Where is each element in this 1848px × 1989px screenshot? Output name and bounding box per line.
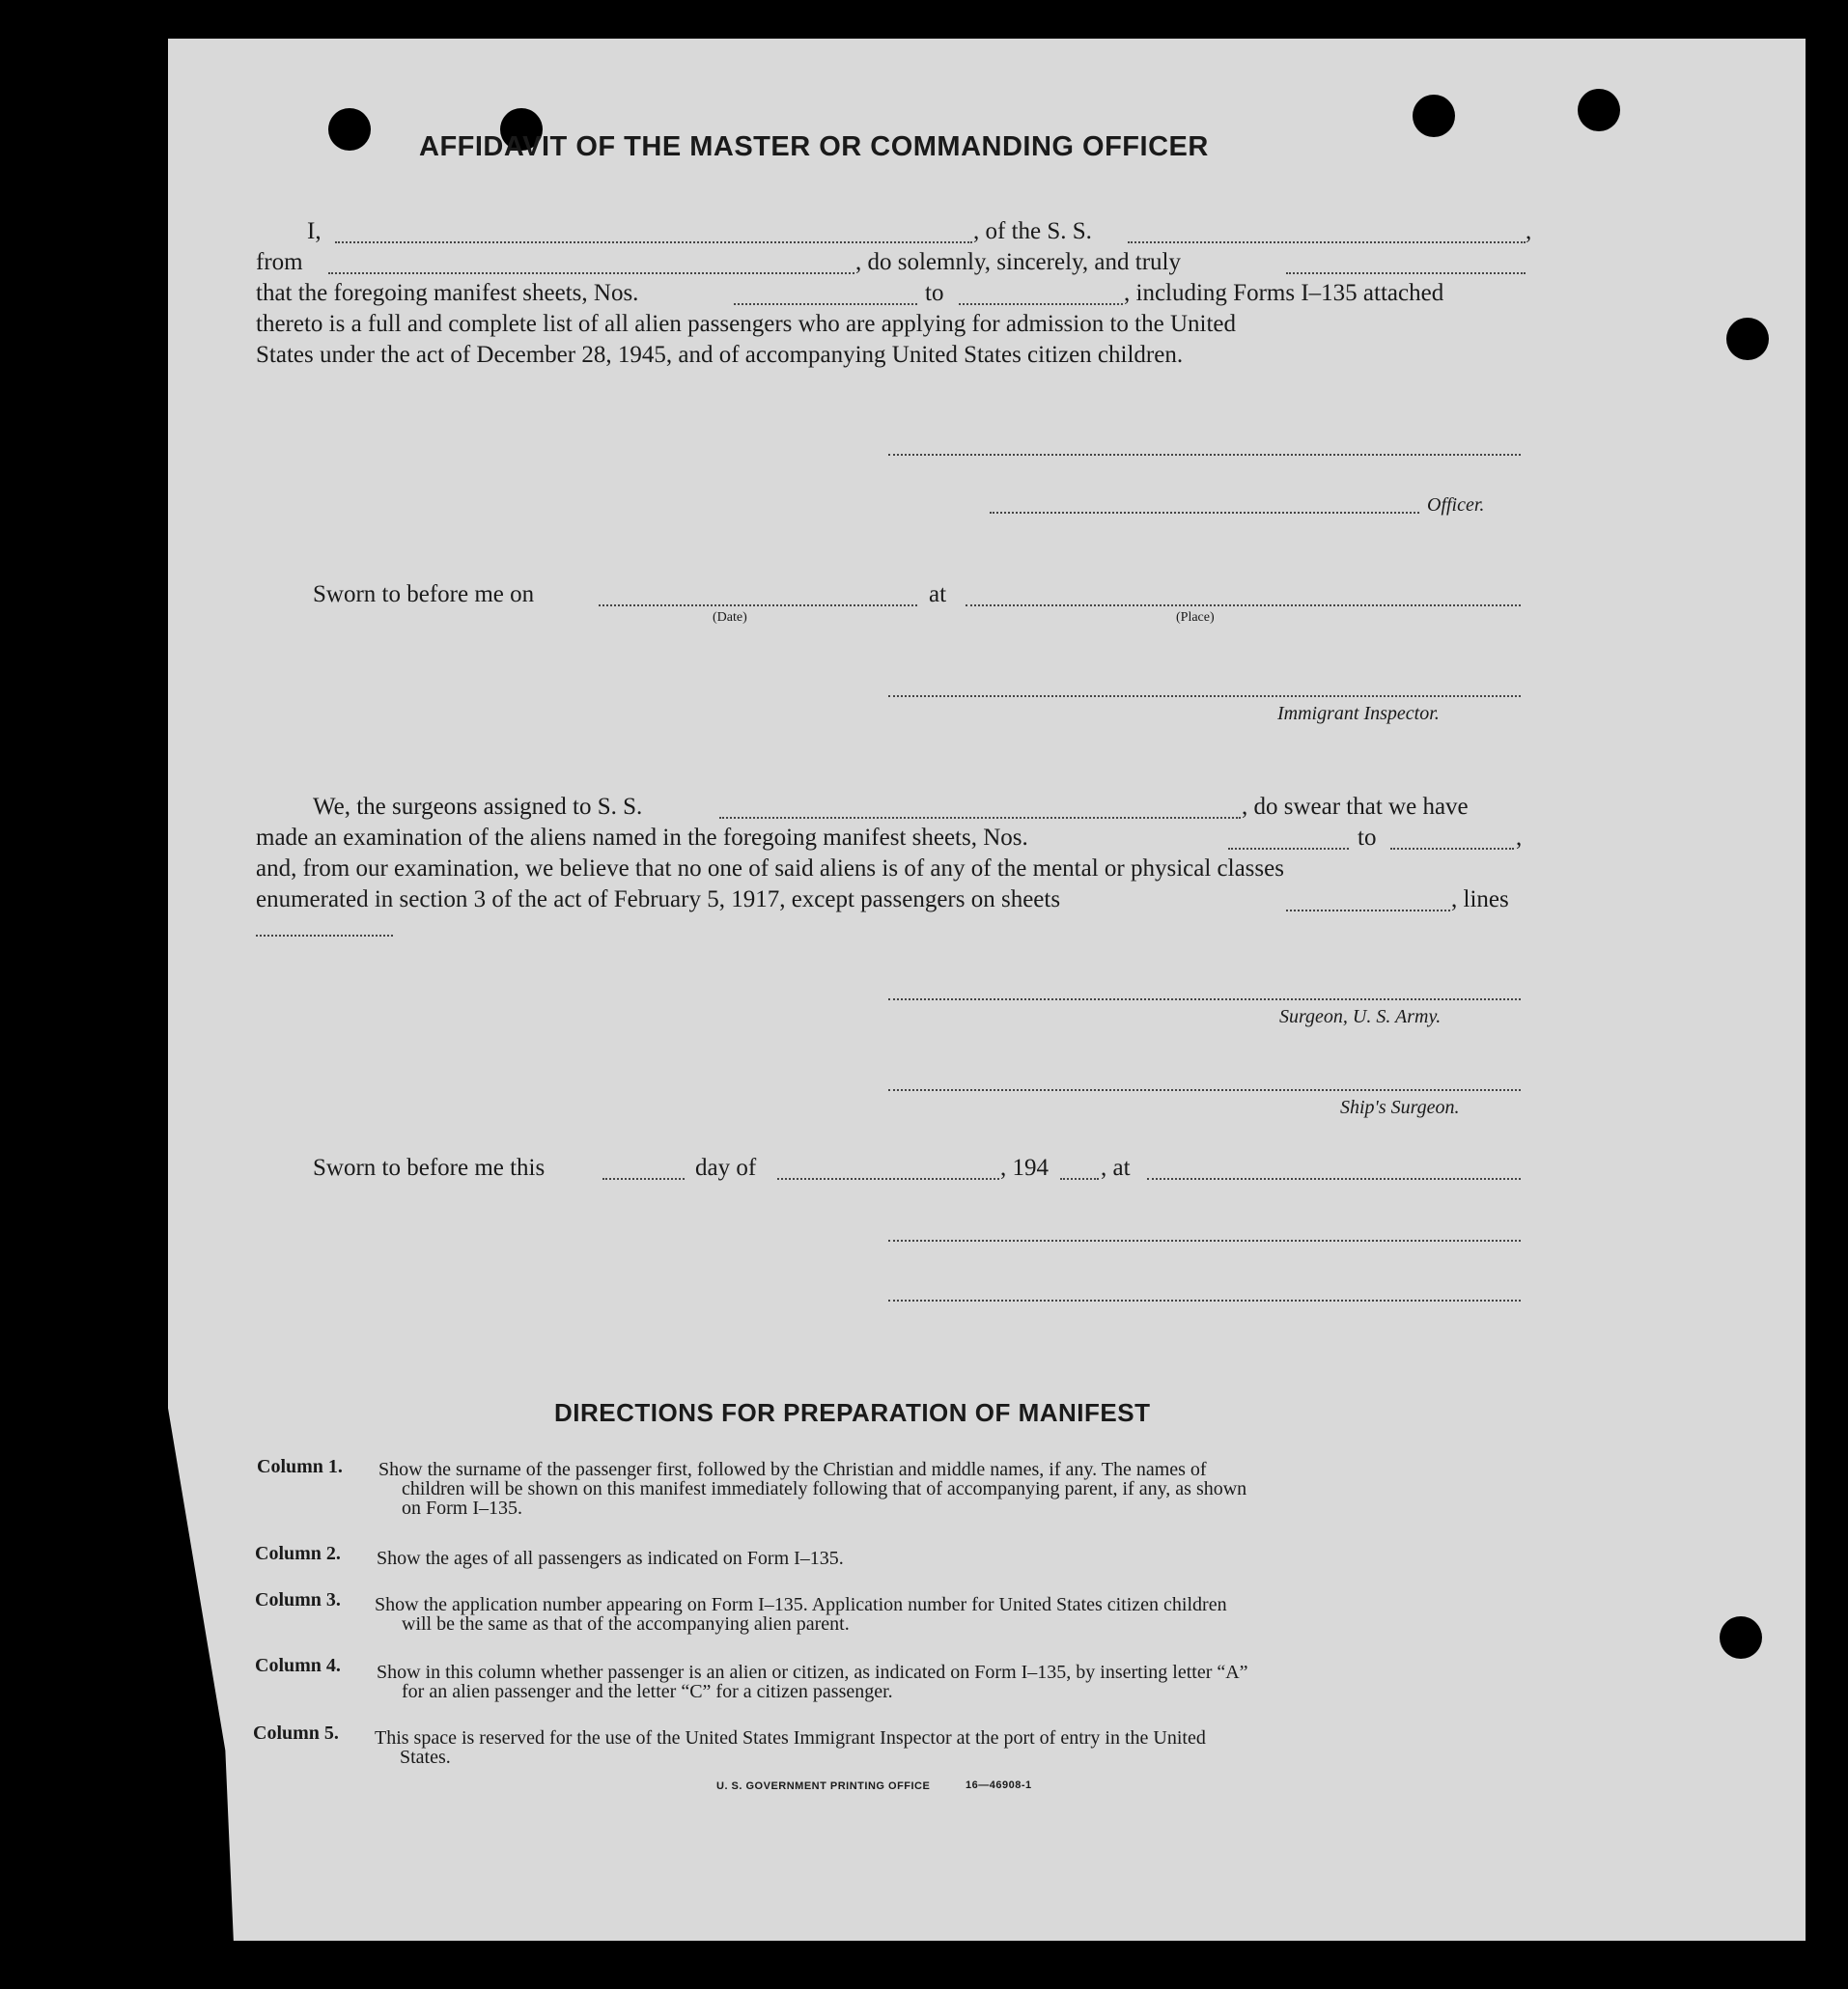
affidavit-line-3-to: to <box>925 280 944 306</box>
surgeons-line-4-start: enumerated in section 3 of the act of February 5, 1917, except passengers on sheets <box>256 886 1061 912</box>
surgeons-line-1-start: We, the surgeons assigned to S. S. <box>313 794 643 820</box>
printer-imprint: U. S. GOVERNMENT PRINTING OFFICE <box>716 1780 931 1792</box>
affidavit-line-1-ship: , of the S. S. <box>973 218 1092 244</box>
port-from-field[interactable] <box>328 272 854 274</box>
officer-label: Officer. <box>1427 494 1485 516</box>
year-prefix-text: , 194 <box>1000 1155 1049 1181</box>
army-surgeon-label: Surgeon, U. S. Army. <box>1279 1006 1442 1027</box>
affidavit-line-2-start: from <box>256 249 303 275</box>
surgeons-line-3: and, from our examination, we believe that no one of said aliens is of any of the mental or physical classes <box>256 855 1284 882</box>
column-3-text: Show the application number appearing on Form I–135. Application number for United States citizen children <box>375 1594 1227 1615</box>
surgeons-line-1-end: , do swear that we have <box>1242 794 1469 820</box>
column-5-text: States. <box>400 1747 451 1768</box>
surgeons-line-2-start: made an examination of the aliens named in the foregoing manifest sheets, Nos. <box>256 825 1028 851</box>
sheets-to-field[interactable] <box>959 303 1123 305</box>
sworn-month-field[interactable] <box>777 1178 999 1180</box>
column-3-text: will be the same as that of the accompanying alien parent. <box>402 1613 850 1635</box>
column-2-text: Show the ages of all passengers as indicated on Form I–135. <box>377 1548 844 1569</box>
surgeons-line-2-end: , <box>1516 825 1523 851</box>
affidavit-line-4: thereto is a full and complete list of all alien passengers who are applying for admission to the United <box>256 311 1237 337</box>
affidavit-line-3-start: that the foregoing manifest sheets, Nos. <box>256 280 639 306</box>
column-5-text: This space is reserved for the use of the United States Immigrant Inspector at the port of entry in the United <box>375 1727 1206 1749</box>
sheets-from-field[interactable] <box>734 303 917 305</box>
army-surgeon-signature-line[interactable] <box>888 998 1521 1000</box>
sworn-this-text: Sworn to before me this <box>313 1155 546 1181</box>
punch-hole <box>1578 89 1620 131</box>
surgeon-ship-field[interactable] <box>719 817 1241 819</box>
except-sheets-field[interactable] <box>1286 910 1450 911</box>
directions-title: DIRECTIONS FOR PREPARATION OF MANIFEST <box>554 1398 1151 1427</box>
column-4-label: Column 4. <box>255 1655 341 1676</box>
affidavit-line-1-end: , <box>1526 218 1532 244</box>
examined-sheets-to-field[interactable] <box>1390 848 1514 850</box>
column-4-text: Show in this column whether passenger is an alien or citizen, as indicated on Form I–135, by inserting letter “A” <box>377 1662 1248 1683</box>
except-lines-field[interactable] <box>256 935 393 937</box>
immigrant-inspector-label: Immigrant Inspector. <box>1277 703 1440 724</box>
punch-hole <box>1720 1616 1762 1659</box>
sworn-at-2-text: , at <box>1101 1155 1131 1181</box>
examined-sheets-from-field[interactable] <box>1228 848 1349 850</box>
day-of-text: day of <box>695 1155 757 1181</box>
oath-field[interactable] <box>1286 272 1526 274</box>
date-caption: (Date) <box>713 610 747 625</box>
surgeons-line-2-to: to <box>1358 825 1377 851</box>
official-title-line[interactable] <box>888 1300 1521 1302</box>
column-4-text: for an alien passenger and the letter “C” for a citizen passenger. <box>402 1681 893 1702</box>
master-name-field[interactable] <box>335 241 972 243</box>
column-5-label: Column 5. <box>253 1723 339 1744</box>
column-1-text: Show the surname of the passenger first, followed by the Christian and middle names, if any. The names of <box>378 1459 1207 1480</box>
officer-title-line[interactable] <box>990 512 1419 514</box>
sworn-place-field[interactable] <box>966 604 1521 606</box>
inspector-signature-line[interactable] <box>888 695 1521 697</box>
ship-surgeon-label: Ship's Surgeon. <box>1340 1097 1460 1118</box>
column-1-text: on Form I–135. <box>402 1498 522 1519</box>
punch-hole <box>1726 318 1769 360</box>
sworn-before-date-text: Sworn to before me on <box>313 581 535 607</box>
ship-name-field[interactable] <box>1128 241 1526 243</box>
sworn-place-2-field[interactable] <box>1147 1178 1521 1180</box>
affidavit-line-3-end: , including Forms I–135 attached <box>1124 280 1444 306</box>
column-3-label: Column 3. <box>255 1589 341 1611</box>
place-caption: (Place) <box>1176 610 1215 625</box>
punch-hole <box>1413 95 1455 137</box>
affidavit-line-1-start: I, <box>307 218 322 244</box>
punch-hole <box>328 108 371 151</box>
sworn-date-field[interactable] <box>599 604 917 606</box>
form-code: 16—46908-1 <box>966 1779 1032 1791</box>
affidavit-line-5: States under the act of December 28, 1945, and of accompanying United States citizen children. <box>256 342 1184 368</box>
ship-surgeon-signature-line[interactable] <box>888 1089 1521 1091</box>
sworn-year-field[interactable] <box>1060 1178 1099 1180</box>
column-1-text: children will be shown on this manifest immediately following that of accompanying parent, if any, as shown <box>402 1478 1247 1499</box>
column-1-label: Column 1. <box>257 1456 343 1477</box>
column-2-label: Column 2. <box>255 1543 341 1564</box>
surgeons-line-4-end: , lines <box>1451 886 1509 912</box>
officer-signature-line[interactable] <box>888 454 1521 456</box>
form-title: AFFIDAVIT OF THE MASTER OR COMMANDING OFFICER <box>419 131 1209 162</box>
sworn-day-field[interactable] <box>602 1178 685 1180</box>
affidavit-line-2-middle: , do solemnly, sincerely, and truly <box>855 249 1181 275</box>
official-signature-line[interactable] <box>888 1240 1521 1242</box>
sworn-at-text: at <box>929 581 947 607</box>
